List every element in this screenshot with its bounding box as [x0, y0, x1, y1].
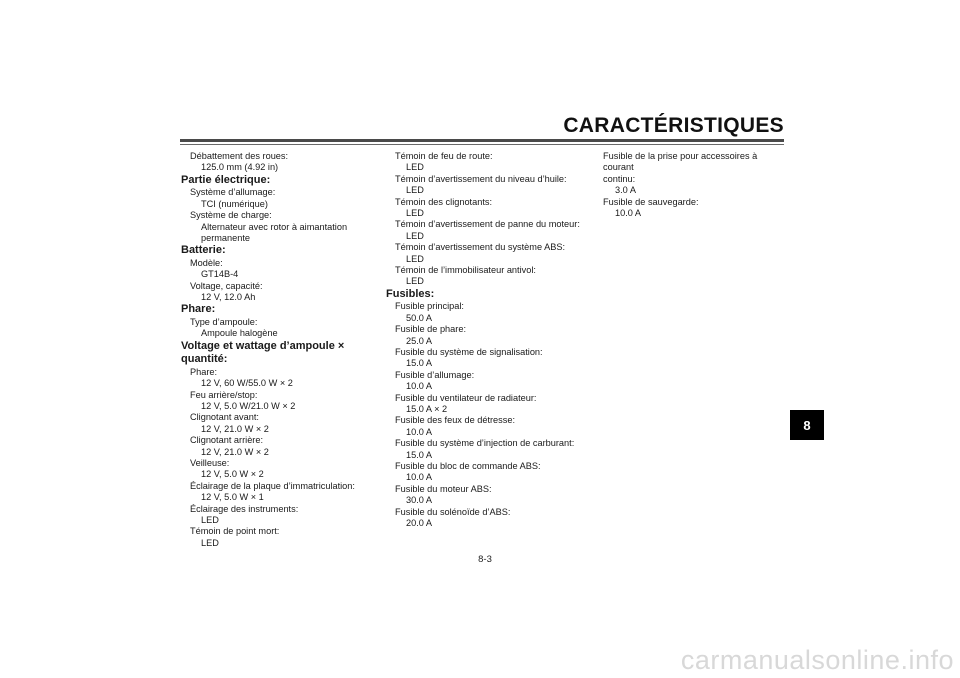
spec-label: Fusible du système de signalisation:: [395, 347, 543, 357]
spec-label: Feu arrière/stop:: [190, 389, 258, 400]
spec-value: LED: [201, 537, 219, 548]
spec-label: Témoin de feu de route:: [395, 151, 493, 161]
spec-value: 12 V, 5.0 W × 1: [201, 492, 264, 503]
spec-label: Phare:: [190, 366, 218, 377]
section-heading: Fusibles:: [386, 287, 435, 300]
spec-label: Débattement des roues:: [190, 151, 289, 161]
spec-label: Voltage, capacité:: [190, 280, 263, 291]
spec-value: Ampoule halogène: [201, 328, 278, 339]
spec-value: 12 V, 5.0 W/21.0 W × 2: [201, 401, 296, 411]
spec-label: Veilleuse:: [190, 458, 230, 469]
title-rule-thick: [180, 139, 784, 142]
spec-value: GT14B-4: [201, 269, 239, 280]
spec-label: Modèle:: [190, 257, 223, 268]
spec-value: LED: [201, 515, 219, 526]
spec-label: Système de charge:: [190, 210, 272, 221]
spec-label: Fusible de sauvegarde:: [603, 196, 699, 207]
spec-label: Fusible du ventilateur de radiateur:: [395, 392, 537, 403]
spec-label: Témoin d’avertissement de panne du moteur:: [395, 219, 580, 230]
spec-value: 12 V, 5.0 W × 2: [201, 469, 264, 480]
section-heading: Partie électrique:: [181, 173, 271, 186]
spec-column-2: [386, 151, 588, 530]
spec-label: Témoin de point mort:: [190, 526, 280, 537]
spec-value: 15.0 A: [406, 449, 433, 460]
spec-value: LED: [406, 185, 424, 196]
spec-column-3: [603, 151, 788, 219]
title-rule-thin: [180, 144, 784, 145]
spec-label: Clignotant avant:: [190, 412, 259, 423]
spec-label: Fusible de phare:: [395, 324, 466, 335]
spec-value: LED: [406, 276, 424, 287]
section-heading: Voltage et wattage d’ampoule × quantité:: [181, 339, 345, 366]
spec-value: 3.0 A: [615, 185, 636, 196]
spec-value: 30.0 A: [406, 495, 433, 506]
spec-value: Alternateur avec rotor à aimantation: [201, 221, 348, 232]
spec-column-1: [181, 151, 381, 549]
spec-label: Fusible d’allumage:: [395, 369, 475, 380]
spec-label: Fusible du solénoïde d’ABS:: [395, 506, 511, 517]
spec-value: LED: [406, 230, 424, 241]
spec-label: Fusible du bloc de commande ABS:: [395, 461, 541, 472]
section-heading: Phare:: [181, 303, 216, 316]
spec-label: Fusible de la prise pour accessoires à courant: [603, 151, 758, 173]
spec-value: 10.0 A: [406, 472, 433, 483]
spec-value: TCI (numérique): [201, 198, 268, 209]
spec-label: Type d’ampoule:: [190, 316, 258, 327]
page-number: 8-3: [478, 554, 492, 565]
spec-label: Fusible principal:: [395, 301, 464, 312]
spec-value: LED: [406, 253, 424, 264]
spec-value: 12 V, 60 W/55.0 W × 2: [201, 378, 293, 389]
spec-label: continu:: [603, 173, 636, 184]
spec-label: Système d’allumage:: [190, 187, 276, 198]
spec-value: LED: [406, 208, 424, 219]
spec-value: 12 V, 21.0 W × 2: [201, 446, 269, 457]
spec-value: 12 V, 21.0 W × 2: [201, 423, 269, 434]
spec-value: 10.0 A: [406, 426, 433, 437]
spec-label: Témoin d’avertissement du niveau d’huile:: [395, 173, 567, 184]
section-heading: Batterie:: [181, 244, 226, 257]
chapter-tab[interactable]: 8: [790, 410, 824, 440]
spec-value: 10.0 A: [406, 381, 433, 392]
spec-label: Clignotant arrière:: [190, 435, 264, 446]
spec-label: Témoin des clignotants:: [395, 196, 493, 207]
spec-label: Éclairage de la plaque d’immatriculation:: [190, 480, 355, 491]
spec-label: Témoin de l’immobilisateur antivol:: [395, 265, 536, 276]
spec-value: LED: [406, 162, 424, 173]
spec-label: Témoin d’avertissement du système ABS:: [395, 242, 566, 253]
spec-value: 12 V, 12.0 Ah: [201, 292, 256, 303]
spec-label: Fusible du moteur ABS:: [395, 483, 492, 494]
spec-value: 15.0 A: [406, 358, 433, 369]
spec-label: Fusible des feux de détresse:: [395, 415, 516, 426]
spec-value: 20.0 A: [406, 518, 433, 529]
watermark: carmanualsonline.info: [680, 645, 954, 675]
spec-value: 50.0 A: [406, 312, 433, 323]
spec-value: 10.0 A: [615, 208, 642, 219]
spec-value: permanente: [201, 232, 251, 243]
spec-label: Éclairage des instruments:: [190, 503, 299, 514]
spec-value: 15.0 A × 2: [406, 404, 448, 415]
page-title: CARACTÉRISTIQUES: [563, 114, 784, 137]
spec-label: Fusible du système d’injection de carburant:: [395, 438, 575, 449]
spec-value: 125.0 mm (4.92 in): [201, 162, 279, 173]
spec-value: 25.0 A: [406, 335, 433, 346]
